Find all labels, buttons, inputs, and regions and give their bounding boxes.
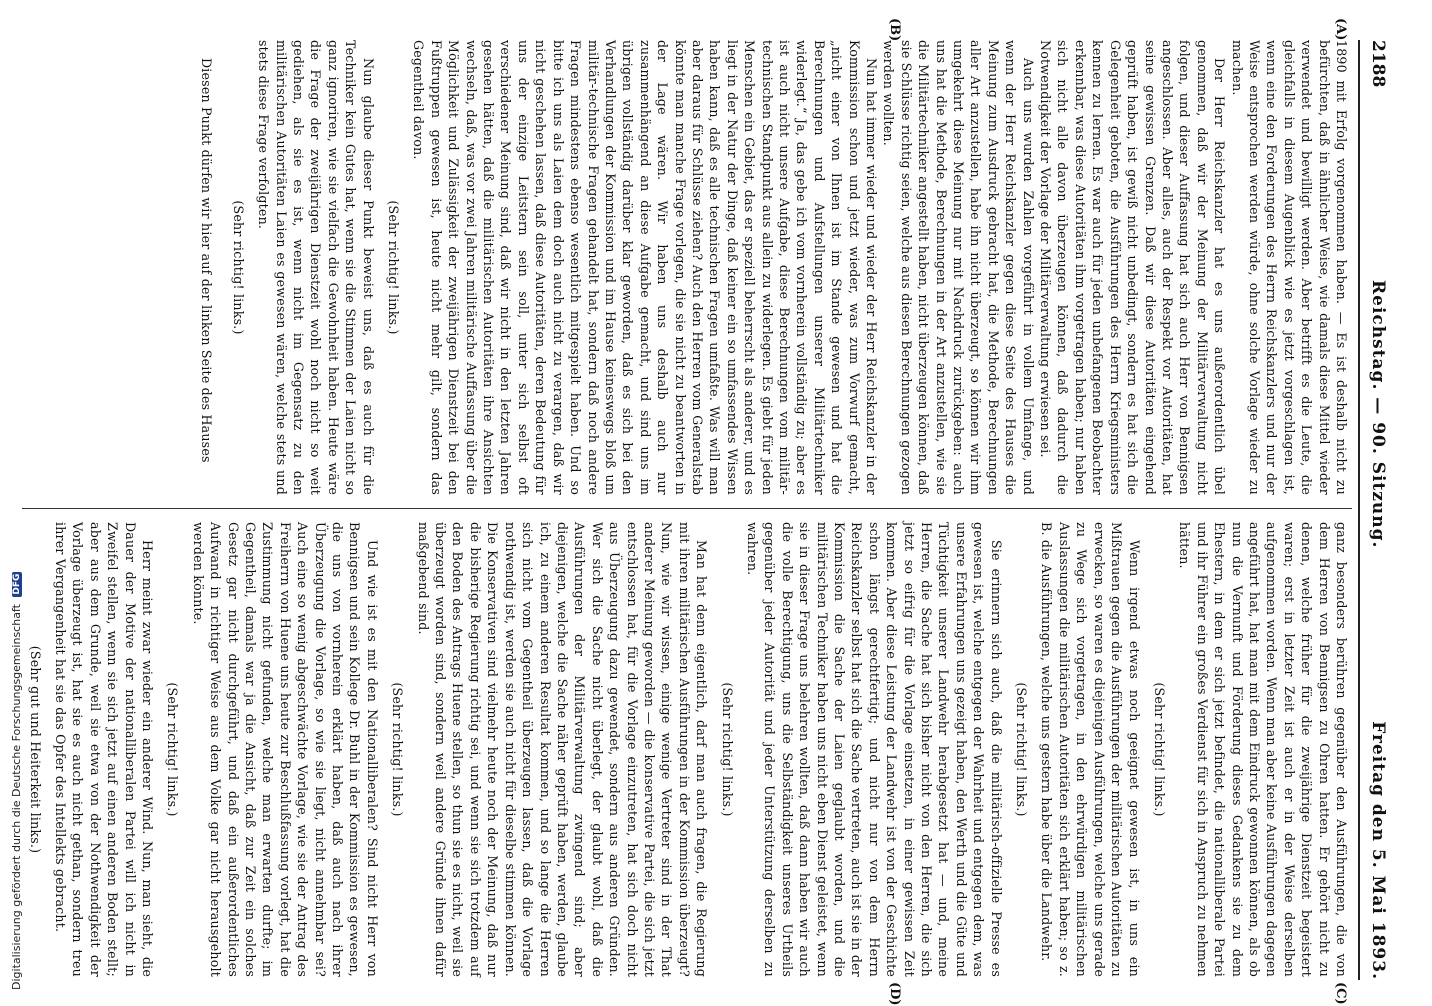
right-column [18,522,1350,977]
paragraph: ganz besonders berühren gegenüber den Ausführungen, die von dem Herren von Bennigsen zu Ohren hatten. Er gehört nicht zu denen, welche früher für die zweijährige Dienstzeit begeistert waren; erst in letzter Zeit ist auch er in der Weise derselben aufgenommen worden. Wenn man aber keine Ausführungen dagegen angeführt hat, hat man mit dem Eindruck gewonnen können, als ob nun die Vernunft und Förderung dieses Gedankens sie zu dem Ehestern, in dem er sich jetzt befindet, die nationalliberale Partei und ihr Führer ein großes Verdienst für sich in Anspruch zu nehmen hätten. [1177,522,1349,977]
paragraph: Man hat denn eigentlich, darf man auch fragen, die Regierung mit ihren militärischen Ausführungen in der Kommission überzeugt? Nun, wie wir wissen, einige wenige Vertreter sind in der That anderer Meinung geworden — die konservative Partei, die sich jetzt entschlossen hat, für die Vorlage einzutreten, hat sich doch nicht aus Überzeugung dazu gewendet, sondern aus anderen Gründen. Wer sich die Sache nicht überlegt, der glaubt wohl, daß die Ausführungen der Militärverwaltung zwingend sind; aber diejenigen, welche die Sache näher geprüft haben, werden, glaube ich, zu einem anderen Resultat kommen, und so lange die Herren sich nicht vom Gegentheil überzeugen lassen, daß die Vorlage nothwendig ist, werden sie auch nicht für dieselbe stimmen können. Die Konservativen sind vielmehr heute noch der Meinung, daß nur die bisherige Regierung richtig sei, und wenn sie sich trotzdem auf den Boden des Antrags Huene stellen, so thun sie es nicht, weil sie überzeugt worden sind, sondern weil andere Gründe ihnen dafür maßgebend sind. [415,522,710,977]
interjection: (Sehr gut und Heiterkeit links.) [27,645,43,854]
dfg-logo-icon: DFG [12,573,22,595]
page-number: 2188 [1368,40,1388,88]
paragraph: Sie erinnern sich auch, daß die militärisch-offizielle Presse es gewesen ist, welche entgegen der Wahrheit und entgegen dem, was unsere Erfahrungen uns gezeigt haben, den Werth und die Güte und Tüchtigkeit unserer Landwehr herabgesetzt hat — und, meine Herren, die Sache hat sich bisher nicht von den Herren, die sich jetzt so eifrig für die Vorlage einsetzen, in einer gewissen Zeit kommen. Aber diese Leistung der Landwehr ist von der Geschichte schon längst gerechtfertigt; und nicht nur von dem Herrn Reichskanzler selbst hat sich die Sache vertreten, auch ist sie in der Kommission die Sache der Laien geglaubt worden, und die militärischen Techniker haben uns nicht eben Dienst geleistet, wenn sie in dieser Frage uns belehren wollten, daß dann haben wir auch die volle Berechtigung, uns die Selbständigkeit unseres Urtheils gegenüber jeder Autorität und jeder Unterstützung derselben zu wahren. [745,522,1004,977]
interjection: (Sehr richtig! links.) [165,682,181,817]
credit-text: Digitalisierung gefördert durch die Deutsche Forschungsgemeinschaft [10,604,23,990]
margin-marker-b: (B) [887,18,902,42]
interjection: (Sehr richtig! links.) [1151,682,1167,817]
session-date: Freitag den 5. Mai 1893. [1368,721,1388,980]
interjection: (Sehr richtig! links.) [1014,682,1030,817]
paragraph: Auch uns wurden Zahlen vorgeführt in vollem Umfange, und wenn der Herr Reichskanzler gegen diese Seite des Hauses die Meinung zum Ausdruck gebracht hat, die Methode, Berechnungen aller Art anzustellen, habe ihn nicht überzeugt, so können wir ihm umgekehrt diese Meinung nur mit Nachdruck zurückgeben: auch uns hat die Methode, Berechnungen in der Art anzustellen, wie sie die Militärtechniker angestellt haben, nicht überzeugen können, daß sie Schlüsse richtig seien, welche aus diesen Berechnungen gezogen werden wollten. [881,40,1036,495]
running-title: Reichstag. — 90. Sitzung. [1368,280,1388,549]
paragraph: Und wie ist es mit den Nationalliberalen? Sind nicht Herr von Bennigsen und sein Kollege Dr. Buhl in der Kommission es gewesen, die uns von vornherein erklärt haben, daß auch nach ihrer Überzeugung die Vorlage, so wie sie liegt, nicht annehmbar sei? Auch eine so wenig abgeschwächte Vorlage, wie sie der Antrag des Freiherrn von Huene uns heute zur Beschlußfassung vorlegt, hat die Zustimmung nicht gefunden, welche man erwarten durfte; im Gegentheil, damals war ja die Ansicht, daß zur Zeit ein solches Gesetz gar nicht durchgeführt, und daß ein außerordentliches Aufwand in richtiger Weise aus dem Volke gar nicht herausgeholt werden könnte. [190,522,380,977]
interjection: (Sehr richtig! links.) [390,682,406,817]
margin-marker-c: (C) [1333,982,1348,1005]
paragraph: Nun hat immer wieder und wieder der Herr Reichskanzler in der Kommission schon und jetzt wieder, was zum Vorwurf gemacht, „nicht einer von Ihnen ist im Stande gewesen und hat die Berechnungen und Aufstellungen unserer Militärtechniker widerlegt.“ Ja, das gebe ich vom vornherein vollständig zu; aber es ist auch nicht unsere Aufgabe, diese Berechnungen vom militär-technischen Standpunkt aus allein zu widerlegen. Es giebt für jeden Menschen ein Gebiet, das er speziell beherrscht als anderer, und es liegt in der Natur der Dinge, daß keiner ein so umfassendes Wissen haben kann, daß es alle technischen Fragen umfaßte. Was will man aber daraus für Schlüsse ziehen? Auch den Herren vom Generalstab könnte man manche Frage vorlegen, die sie nicht zu beantworten in der Lage wären. Wir haben uns deshalb auch nur zusammenhängend an diese Aufgabe gemacht, und sind uns im übrigen vollständig darüber klar geworden, daß es sich bei den Verhandlungen der Kommission und im Hause keineswegs bloß um militär-technische Fragen gehandelt hat, sondern daß noch andere Fragen mindestens ebenso wesentlich mitgespielt haben. Und so bitte ich uns als Laien dem doch auch nicht zu verargen, daß wir nicht geschehen lassen, daß diese Autoritäten, deren Bedeutung für uns der einzige Leitstern sein soll, unter sich selbst oft verschiedener Meinung sind, daß wir nicht in den letzten Jahren gesehen hätten, daß die militärischen Autoritäten ihre Ansichten wechseln, daß, was vor zwei Jahren militärische Auffassung über die Möglichkeit und Zulässigkeit der zweijährigen Dienstzeit bei den Fußtruppen gewesen ist, heute nicht mehr gilt, sondern das Gegentheil davon. [411,40,880,495]
paragraph: Der Herr Reichskanzler hat es uns außerordentlich übel genommen, daß wir der Meinung der Militärverwaltung nicht folgen, und dieser Auffassung hat sich auch Herr von Bennigsen angeschlossen. Aber alles, auch der Respekt vor Autoritäten, hat seine gewissen Grenzen. Daß wir diese Autoritäten eingehend geprüft haben, ist gewiß nicht unbedingt, sondern es hat sich die Gelegenheit geboten, die Ausführungen des Herrn Kriegsministers kennen zu lernen. Es war auch für jeden unbefangenen Beobachter erkennbar, was diese Autoritäten ihm vorgetragen haben; nur haben sich nicht alle davon überzeugen können, daß dadurch die Notwendigkeit der Vorlage der Militärverwaltung erwiesen sei. [1038,40,1228,495]
digitization-credit [10,0,30,990]
left-column [198,40,1350,495]
margin-marker-d: (D) [887,982,902,1006]
paragraph: Wenn irgend etwas noch geeignet gewesen ist, in uns ein Mißtrauen gegen die Ausführungen der militärischen Autoritäten zu erwecken, so waren es diejenigen Ausführungen, welche uns gerade zu Wege sich vorgetragen, in den ehrwürdigen militärischen Auslassungen die militärischen Autoritäten sich erklärt haben; so z. B. die Ausführungen, welche uns gestern habe über die Landwehr. [1039,522,1142,977]
interjection: (Sehr richtig! links.) [230,200,246,335]
paragraph: Nun glaube dieser Punkt beweist uns, daß es auch für die Techniker kein Gutes hat, wenn sie die Stimmen der Laien nicht so ganz ignoriren, wie sie vielfach die Gewohnheit haben. Heute wäre die Frage der zweijährigen Dienstzeit wohl noch nicht so weit gediehen, als sie es ist, wenn nicht im Gegensatz zu den militärischen Autoritäten Laien es gewesen wären, welche stets und stets diese Frage verfolgten. [256,40,376,495]
page-header [1358,40,1388,980]
column-divider [22,508,1352,509]
paragraph: Diesen Punkt dürfen wir hier auf der linken Seite des Hauses [199,58,215,463]
paragraph: 1890 mit Erfolg vorgenommen haben. — Es ist deshalb nicht zu befürchten, daß in ähnlicher Weise, wie damals diese Mittel wieder verwendet und bewilligt werden. Aber betrifft es die Leute, die gleichfalls in diesem Augenblick wie es jetzt vorgeschlagen ist, wenn eine den Forderungen des Herrn Reichskanzlers und nur der Weise entsprochen werden würde, ohne solche Vorlage wieder zu machen. [1229,40,1349,495]
interjection: (Sehr richtig! links.) [719,682,735,817]
header-rule [1358,40,1360,980]
interjection: (Sehr richtig! links.) [386,200,402,335]
margin-marker-a: (A) [1333,18,1348,41]
paragraph: Herr meint zwar wieder ein anderer Wind. Nun, man sieht, die Dauer der Motive der nationalliberalen Partei will ich nicht in Zweifel stellen, wenn sie sich jetzt auf einen anderen Boden stellt; aber aus dem Grunde, weil sie etwa von der Nothwendigkeit der Vorlage überzeugt ist, hat sie es auch nicht gethan, sondern treu ihrer Vergangenheit hat sie das Opfer des Intellekts gebracht. [52,522,155,977]
